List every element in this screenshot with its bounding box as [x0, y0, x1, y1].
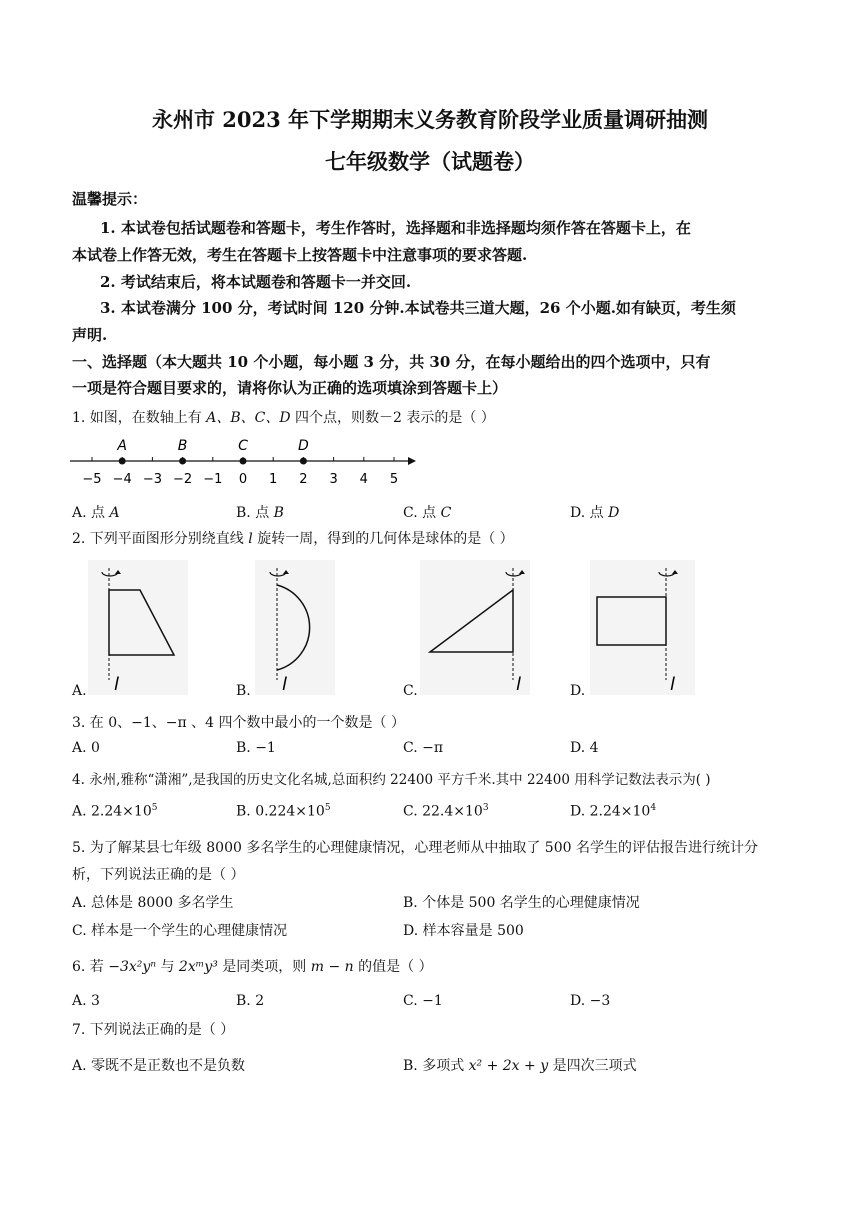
- q1-option-a: A. 点 A: [72, 505, 120, 521]
- q7-option-a: A. 零既不是正数也不是负数: [72, 1058, 246, 1074]
- axis-label-l: l: [114, 674, 120, 695]
- q3-option-d: D. 4: [570, 740, 599, 756]
- q7-option-b: B. 多项式 x² + 2x + y 是四次三项式: [403, 1058, 637, 1074]
- number-line-tick-label: −4: [112, 472, 132, 487]
- q2-option-d: D.: [570, 683, 586, 699]
- number-line-arrow: [408, 457, 416, 465]
- number-line-tick-label: 2: [299, 472, 308, 487]
- q3-option-c: C. −π: [403, 740, 444, 756]
- q3-option-b: B. −1: [236, 740, 276, 756]
- q1-option-b: B. 点 B: [236, 505, 284, 521]
- notice-item-1-line-1: 1. 本试卷包括试题卷和答题卡，考生作答时，选择题和非选择题均须作答在答题卡上，在: [100, 219, 691, 237]
- q7-stem: 7. 下列说法正确的是（ ）: [72, 1022, 235, 1038]
- q6-option-c: C. −1: [403, 993, 443, 1009]
- notice-item-1-line-2: 本试卷上作答无效，考生在答题卡上按答题卡中注意事项的要求答题.: [72, 246, 528, 264]
- q4-option-c: C. $22.4\times 10^3$: [403, 803, 489, 820]
- number-line-tick-label: 4: [359, 472, 368, 487]
- q5-option-c: C. 样本是一个学生的心理健康情况: [72, 923, 288, 939]
- axis-label-l: l: [670, 674, 676, 695]
- number-line-point-label: D: [298, 438, 309, 454]
- q2-figure-semicircle: [255, 560, 335, 695]
- q2-option-b: B.: [236, 683, 251, 699]
- number-line-tick-label: −1: [203, 472, 223, 487]
- q1-option-d: D. 点 D: [570, 505, 620, 521]
- number-line-tick-label: −2: [173, 472, 193, 487]
- q5-option-b: B. 个体是 500 名学生的心理健康情况: [403, 895, 640, 911]
- q1-number-line: [70, 430, 420, 492]
- section-heading-line-1: 一、选择题（本大题共 10 个小题，每小题 3 分，共 30 分，在每小题给出的四个选项中，只有: [72, 353, 711, 371]
- number-line-point-label: C: [238, 438, 248, 454]
- q5-stem-line-2: 析，下列说法正确的是（ ）: [72, 867, 245, 883]
- q2-figure-rectangle: [590, 560, 695, 695]
- q5-stem-line-1: 5. 为了解某县七年级 8000 多名学生的心理健康情况，心理老师从中抽取了 500 名学生的评估报告进行统计分: [72, 840, 758, 856]
- section-heading-line-2: 一项是符合题目要求的，请将你认为正确的选项填涂到答题卡上）: [72, 379, 508, 397]
- number-line-tick-label: −5: [82, 472, 102, 487]
- number-line-tick-label: −3: [142, 472, 162, 487]
- number-line-point-label: B: [177, 438, 188, 454]
- notice-item-3-line-2: 声明.: [72, 326, 108, 344]
- q5-option-d: D. 样本容量是 500: [403, 923, 524, 939]
- number-line-tick-label: 5: [389, 472, 399, 487]
- axis-label-l: l: [282, 674, 288, 695]
- q6-option-b: B. 2: [236, 993, 265, 1009]
- q4-option-d: D. $2.24\times 10^4$: [570, 803, 657, 820]
- q6-stem: 6. 若 −3x²yⁿ 与 2xᵐy³ 是同类项，则 m − n 的值是（ ）: [72, 959, 433, 975]
- number-line-point-d: [300, 458, 307, 465]
- page-title: 永州市 2023 年下学期期末义务教育阶段学业质量调研抽测: [151, 107, 709, 132]
- number-line-point-b: [179, 458, 186, 465]
- q2-figure-trapezoid: [88, 560, 188, 695]
- notice-item-3-line-1: 3. 本试卷满分 100 分，考试时间 120 分钟.本试卷共三道大题，26 个小题.如有缺页，考生须: [100, 299, 736, 317]
- q1-stem: 1. 如图，在数轴上有 A、B、C、D 四个点，则数－2 表示的是（ ）: [72, 410, 495, 426]
- q2-figure-triangle: [420, 560, 530, 695]
- number-line-point-label: A: [117, 438, 127, 454]
- q4-option-a: A. $2.24\times 10^5$: [72, 803, 158, 820]
- number-line-tick-label: 1: [269, 472, 278, 487]
- q2-stem: 2. 下列平面图形分别绕直线 l 旋转一周，得到的几何体是球体的是（ ）: [72, 531, 514, 547]
- q2-option-c: C.: [403, 683, 418, 699]
- notice-item-2: 2. 考试结束后，将本试题卷和答题卡一并交回.: [100, 273, 412, 291]
- q2-option-a: A.: [72, 683, 87, 699]
- number-line-tick-label: 0: [238, 472, 248, 487]
- notice-heading: 温馨提示：: [72, 190, 148, 208]
- axis-label-l: l: [516, 674, 522, 695]
- q4-stem: 4. 永州,雅称“潇湘”,是我国的历史文化名城,总面积约 22400 平方千米.其中 22400 用科学记数法表示为( ): [72, 772, 711, 788]
- page-subtitle: 七年级数学（试题卷）: [325, 149, 535, 174]
- q6-option-a: A. 3: [72, 993, 100, 1009]
- number-line-tick-label: 3: [329, 472, 338, 487]
- q4-option-b: B. $0.224\times 10^5$: [236, 803, 331, 820]
- q5-option-a: A. 总体是 8000 多名学生: [72, 895, 234, 911]
- number-line-point-a: [119, 458, 126, 465]
- number-line-point-c: [240, 458, 247, 465]
- q3-option-a: A. 0: [72, 740, 100, 756]
- q6-option-d: D. −3: [570, 993, 611, 1009]
- q3-stem: 3. 在 0、−1、−π 、4 四个数中最小的一个数是（ ）: [72, 715, 405, 731]
- q1-option-c: C. 点 C: [403, 505, 452, 521]
